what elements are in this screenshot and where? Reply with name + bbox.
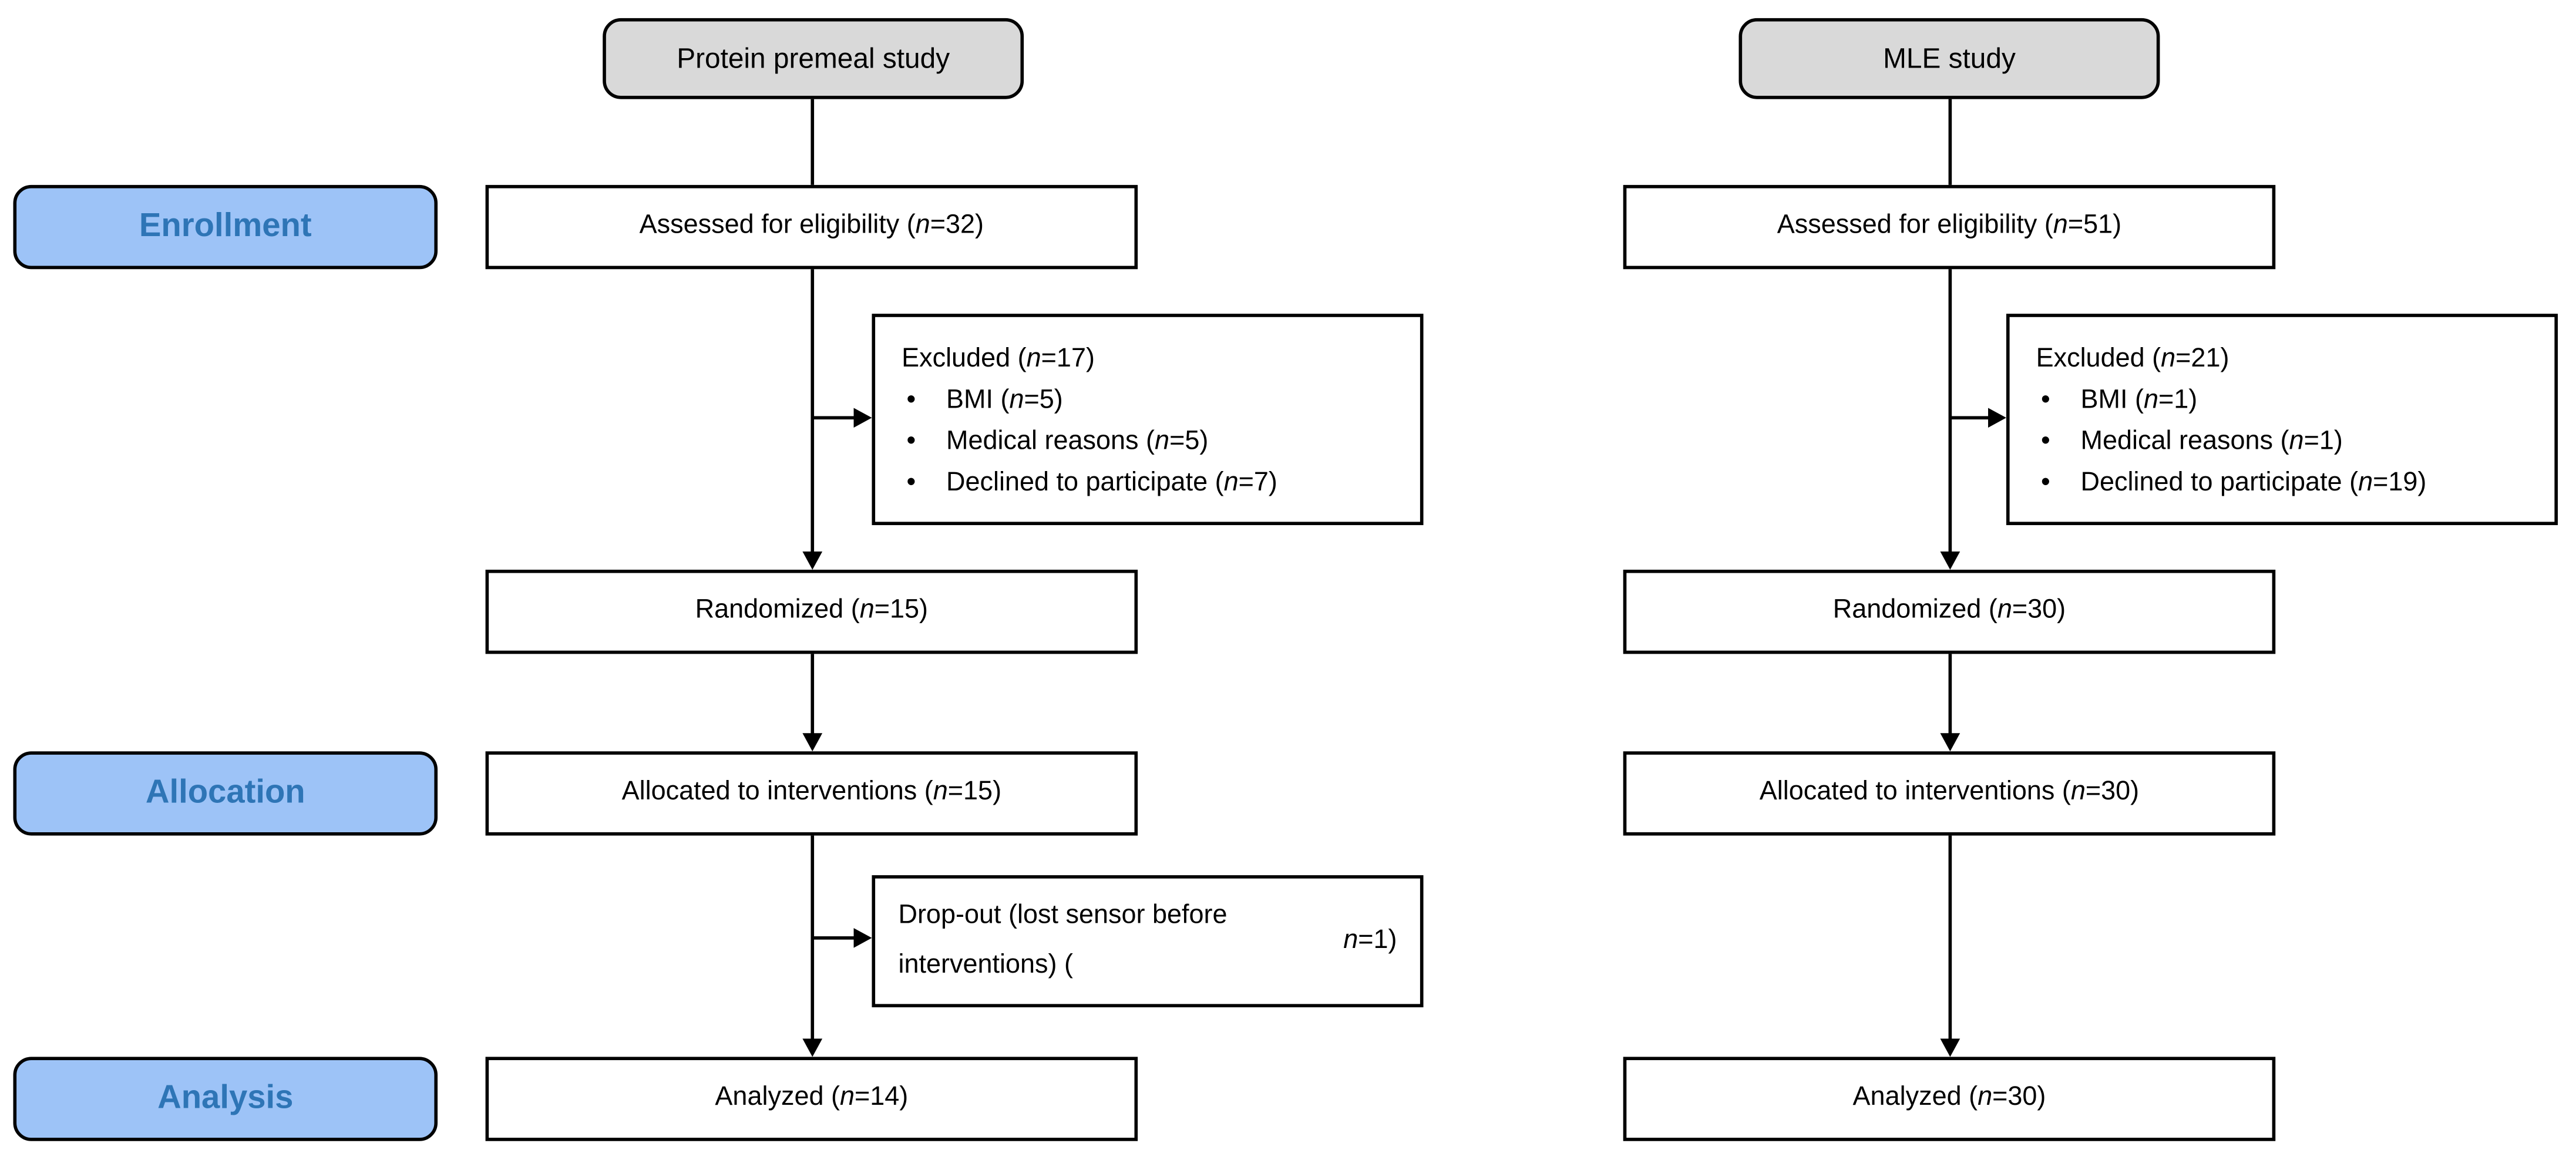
arrowhead-down-icon xyxy=(1941,552,1960,570)
arrowhead-down-icon xyxy=(802,1038,822,1057)
protein-header-connector-line xyxy=(811,99,814,185)
mle-allocated-box: Allocated to interventions ( n =30) xyxy=(1623,751,2276,835)
protein-randomized-to-allocated-line xyxy=(811,654,814,735)
mle-excluded-branch-line xyxy=(1950,416,1989,419)
arrowhead-down-icon xyxy=(802,552,822,570)
mle-header-connector-line xyxy=(1949,99,1952,185)
protein-analyzed-box: Analyzed ( n =14) xyxy=(486,1057,1138,1141)
protein-excluded-box xyxy=(872,314,1423,525)
stage-label-allocation: Allocation xyxy=(13,751,438,835)
excluded-reason-item: • Declined to participate (n=19) xyxy=(2036,462,2541,503)
excluded-reason-item: • BMI (n=1) xyxy=(2036,380,2541,421)
excluded-title: Excluded (n=21) xyxy=(2036,345,2229,374)
mle-randomized-to-allocated-line xyxy=(1949,654,1952,735)
mle-assessed-to-randomized-line xyxy=(1949,269,1952,553)
mle-analyzed-box: Analyzed ( n =30) xyxy=(1623,1057,2276,1141)
mle-allocated-to-analyzed-line xyxy=(1949,836,1952,1041)
arrowhead-right-icon xyxy=(854,408,872,428)
stage-label-analysis: Analysis xyxy=(13,1057,438,1141)
excluded-reasons-list xyxy=(902,380,1407,504)
mle-excluded-box xyxy=(2006,314,2558,525)
protein-randomized-box: Randomized ( n =15) xyxy=(486,570,1138,654)
arrowhead-down-icon xyxy=(1941,733,1960,751)
protein-assessed-box: Assessed for eligibility ( n =32) xyxy=(486,185,1138,269)
excluded-reason-item: • Medical reasons (n=5) xyxy=(902,421,1407,462)
protein-assessed-to-randomized-line xyxy=(811,269,814,553)
protein-allocated-box: Allocated to interventions ( n =15) xyxy=(486,751,1138,835)
excluded-reason-item: • BMI (n=5) xyxy=(902,380,1407,421)
arrowhead-right-icon xyxy=(1988,408,2006,428)
protein-excluded-branch-line xyxy=(812,416,855,419)
excluded-reason-item: • Declined to participate (n=7) xyxy=(902,462,1407,503)
excluded-title: Excluded (n=17) xyxy=(902,345,1095,374)
arrowhead-down-icon xyxy=(1941,1038,1960,1057)
mle-randomized-box: Randomized ( n =30) xyxy=(1623,570,2276,654)
protein-study-title: Protein premeal study xyxy=(603,18,1024,99)
arrowhead-right-icon xyxy=(854,928,872,948)
protein-dropout-branch-line xyxy=(812,936,855,940)
arrowhead-down-icon xyxy=(802,733,822,751)
protein-dropout-box: Drop-out (lost sensor before interventions) ( n =1) xyxy=(872,875,1423,1007)
excluded-reasons-list xyxy=(2036,380,2541,504)
stage-label-enrollment: Enrollment xyxy=(13,185,438,269)
mle-study-title: MLE study xyxy=(1739,18,2160,99)
mle-assessed-box: Assessed for eligibility ( n =51) xyxy=(1623,185,2276,269)
excluded-reason-item: • Medical reasons (n=1) xyxy=(2036,421,2541,462)
